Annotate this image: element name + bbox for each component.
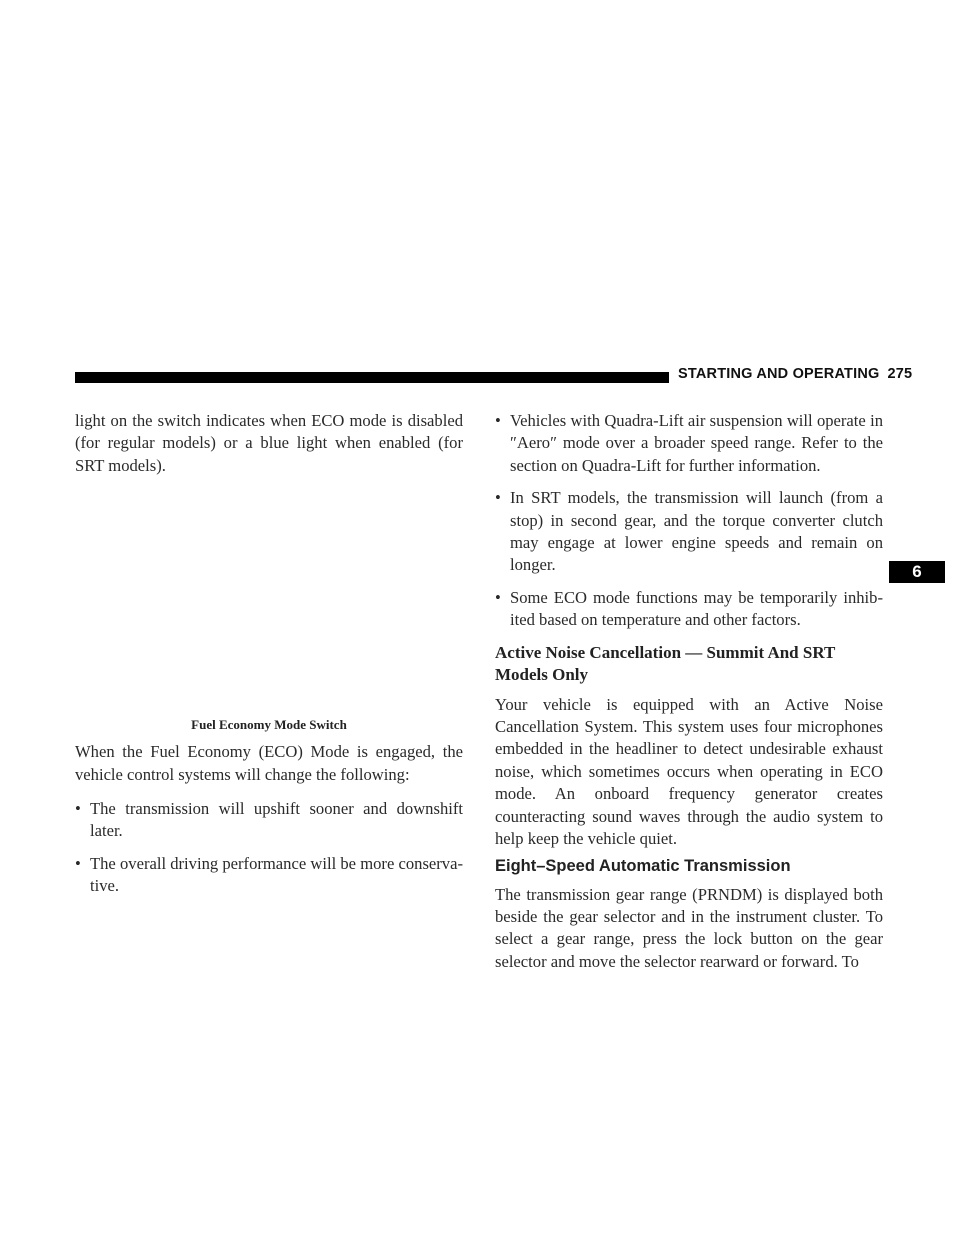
eco-effects-list [75,798,463,898]
eco-effects-list-continued [495,410,883,632]
eco-paragraph: When the Fuel Economy (ECO) Mode is engaged, the vehicle control systems will change the following: [75,742,463,784]
list-item: • The transmission will upshift sooner and downshift later. [75,799,463,841]
intro-paragraph: light on the switch indicates when ECO mode is disabled (for regular models) or a blue light when enabled (for SRT models). [75,411,463,475]
running-header [678,366,913,382]
page-number: 275 [887,366,913,382]
right-column [495,410,883,973]
section-title: STARTING AND OPERATING [678,366,880,382]
header-rule [75,372,669,383]
list-item: • Vehicles with Quadra-Lift air suspension will operate in ″Aero″ mode over a broader speed range. Refer to the section on Quadra-Lift for further information. [495,411,883,475]
left-column [75,410,463,908]
transmission-paragraph: The transmission gear range (PRNDM) is displayed both beside the gear selector and in the instrument cluster. To select a gear range, press the lock button on the gear selector and move the selector rearward or forward. To [495,884,883,971]
figure-placeholder [75,477,463,717]
list-item: • Some ECO mode functions may be temporarily inhib-ited based on temperature and other factors. [495,587,883,630]
section-heading: Eight–Speed Automatic Transmission [495,856,791,875]
figure-caption: Fuel Economy Mode Switch [191,717,347,733]
section-heading: Active Noise Cancellation — Summit And SRT Models Only [495,642,836,684]
list-item: • The overall driving performance will be more conserva-tive. [75,853,463,896]
noise-cancellation-paragraph: Your vehicle is equipped with an Active Noise Cancellation System. This system uses four microphones embedded in the headliner to detect undesirable exhaust noise, which sometimes occurs when operating in ECO mode. An onboard frequency generator creates counteracting sound waves through the audio system to help keep the vehicle quiet. [495,694,883,849]
list-item: • In SRT models, the transmission will launch (from a stop) in second gear, and the torque converter clutch may engage at lower engine speeds and remain on longer. [495,488,883,575]
chapter-tab: 6 [889,561,945,583]
